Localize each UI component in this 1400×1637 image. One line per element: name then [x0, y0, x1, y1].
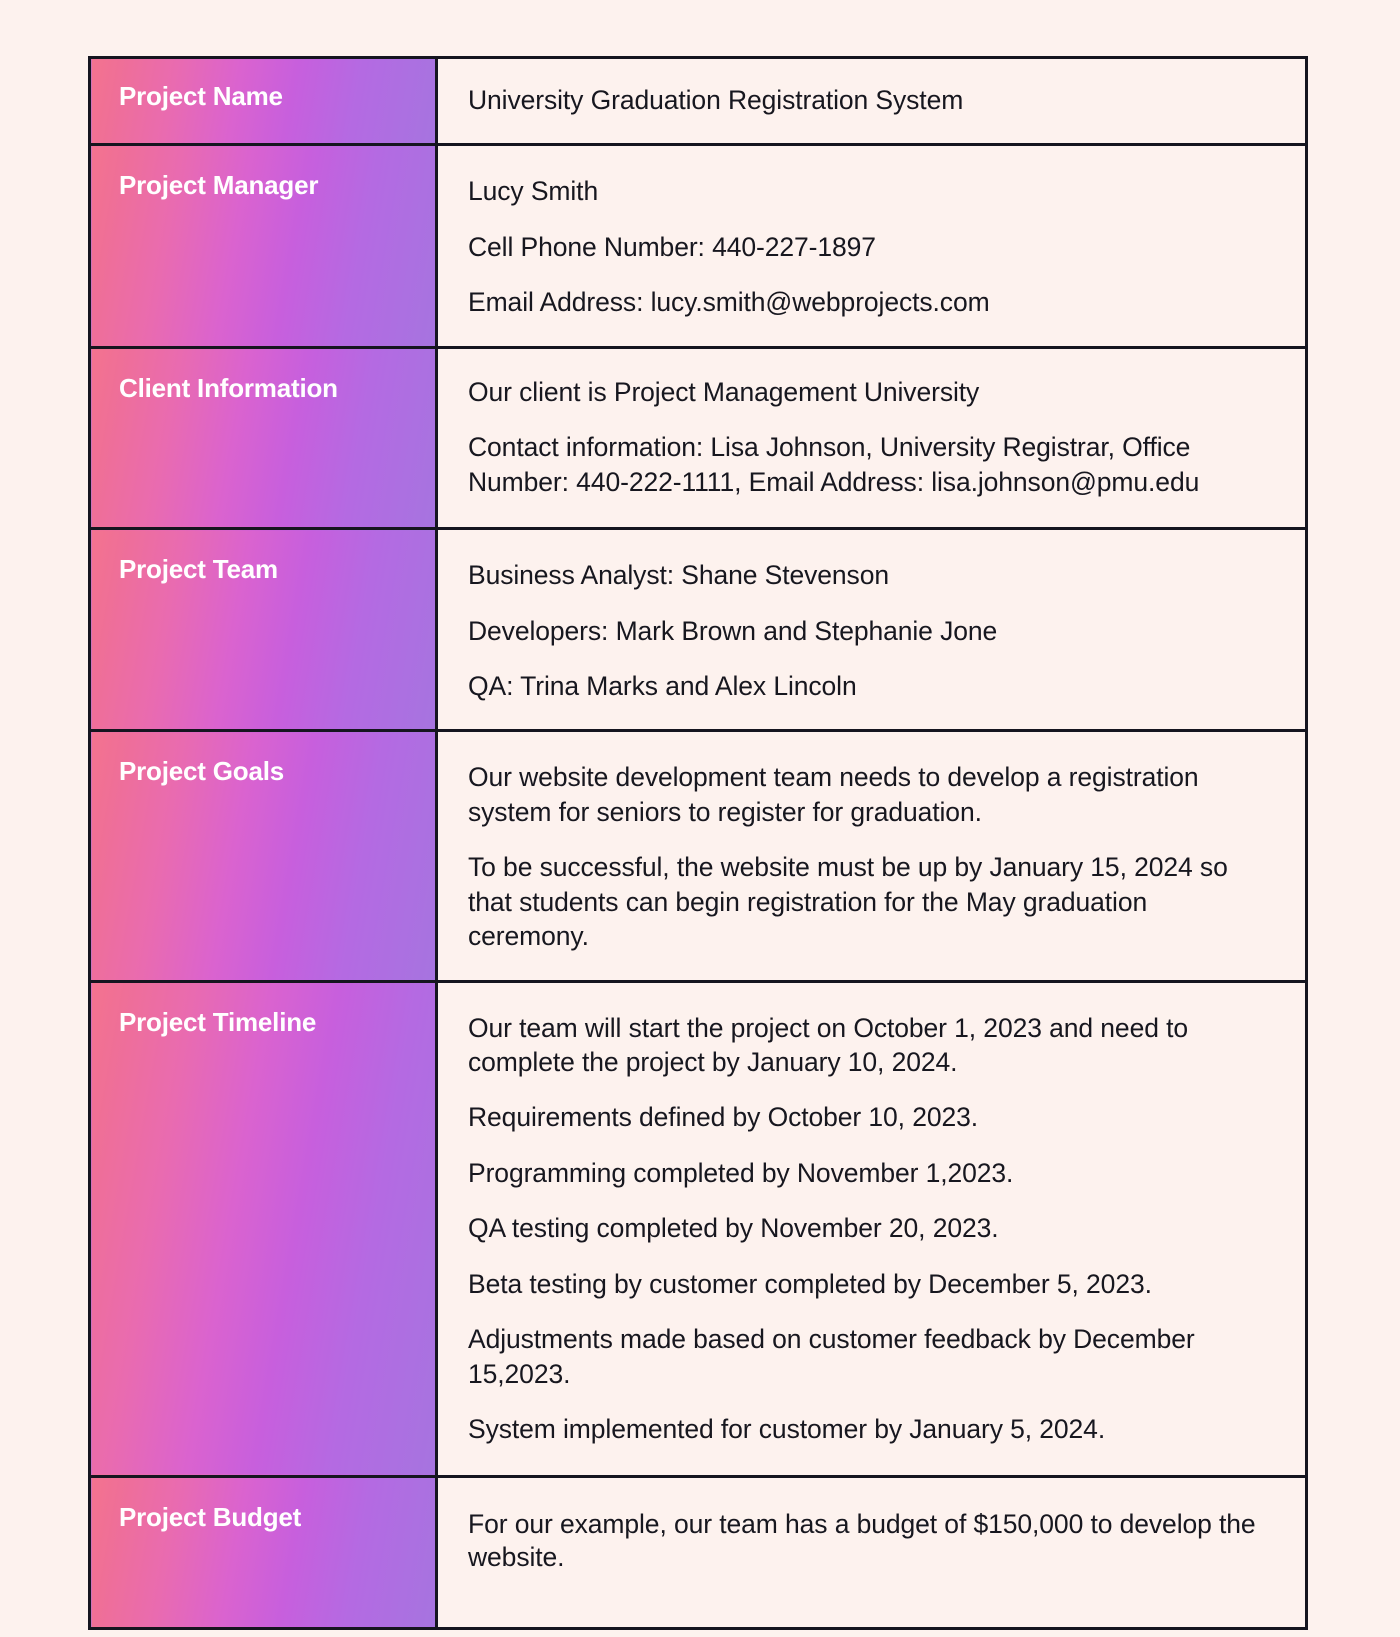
value-paragraph: To be successful, the website must be up by January 15, 2024 so that students can begin registration for the May graduation ceremony.: [468, 852, 1228, 952]
value-paragraph: Our website development team needs to develop a registration system for seniors to register for graduation.: [468, 762, 1199, 827]
row-label-project-timeline: [90, 981, 437, 1476]
row-value-client-information: [437, 347, 1307, 528]
table-row: [90, 731, 1307, 981]
row-label-project-name: [90, 58, 437, 145]
row-label-client-information: [90, 347, 437, 528]
label-text: Project Goals: [119, 756, 285, 787]
value-paragraph: Requirements defined by October 10, 2023.: [468, 1102, 979, 1133]
value-block: [468, 174, 1275, 319]
value-paragraph: Our client is Project Management University: [468, 376, 980, 407]
table-row: [90, 981, 1307, 1476]
table-row: [90, 1476, 1307, 1629]
value-paragraph: QA testing completed by November 20, 2023.: [468, 1213, 999, 1244]
project-charter-table: [88, 56, 1308, 1630]
value-paragraph: Business Analyst: Shane Stevenson: [468, 560, 889, 591]
value-paragraph: Adjustments made based on customer feedback by December 15,2023.: [468, 1324, 1195, 1389]
value-paragraph: Contact information: Lisa Johnson, University Registrar, Office Number: 440-222-1111, Email Address: lisa.johnson@pmu.edu: [468, 432, 1200, 497]
value-paragraph: Lucy Smith: [468, 176, 599, 207]
label-text: Project Budget: [119, 1501, 302, 1532]
row-value-project-name: [437, 58, 1307, 145]
row-value-project-team: [437, 529, 1307, 731]
row-value-project-manager: [437, 145, 1307, 347]
value-paragraph: Beta testing by customer completed by December 5, 2023.: [468, 1268, 1152, 1299]
label-text: Project Manager: [119, 170, 319, 201]
row-label-project-budget: [90, 1476, 437, 1629]
row-value-project-timeline: [437, 981, 1307, 1476]
value-paragraph: Cell Phone Number: 440-227-1897: [468, 231, 876, 262]
value-paragraph: Our team will start the project on October 1, 2023 and need to complete the project by January 10, 2024.: [468, 1012, 1189, 1077]
value-paragraph: Email Address: lucy.smith@webprojects.com: [468, 287, 990, 318]
row-value-project-goals: [437, 731, 1307, 981]
value-paragraph: Programming completed by November 1,2023.: [468, 1157, 1014, 1188]
table-body: [90, 58, 1307, 1629]
value-paragraph: System implemented for customer by January 5, 2024.: [468, 1414, 1106, 1445]
label-text: Project Name: [119, 81, 283, 111]
label-text: Client Information: [119, 372, 338, 403]
row-label-project-team: [90, 529, 437, 731]
value-block: [468, 1508, 1275, 1576]
value-block: [468, 1011, 1275, 1447]
table-row: [90, 347, 1307, 528]
value-block: [468, 558, 1275, 703]
table-row: [90, 58, 1307, 145]
value-paragraph: University Graduation Registration System: [468, 85, 964, 115]
table-row: [90, 145, 1307, 347]
value-paragraph: For our example, our team has a budget of $150,000 to develop the website.: [468, 1508, 1256, 1573]
value-block: [468, 375, 1275, 499]
row-label-project-manager: [90, 145, 437, 347]
table-row: [90, 529, 1307, 731]
row-value-project-budget: [437, 1476, 1307, 1629]
value-block: [468, 83, 1275, 117]
label-text: Project Team: [119, 554, 278, 585]
label-text: Project Timeline: [119, 1006, 317, 1037]
value-paragraph: Developers: Mark Brown and Stephanie Jone: [468, 615, 998, 646]
value-paragraph: QA: Trina Marks and Alex Lincoln: [468, 670, 857, 701]
row-label-project-goals: [90, 731, 437, 981]
value-block: [468, 760, 1275, 953]
